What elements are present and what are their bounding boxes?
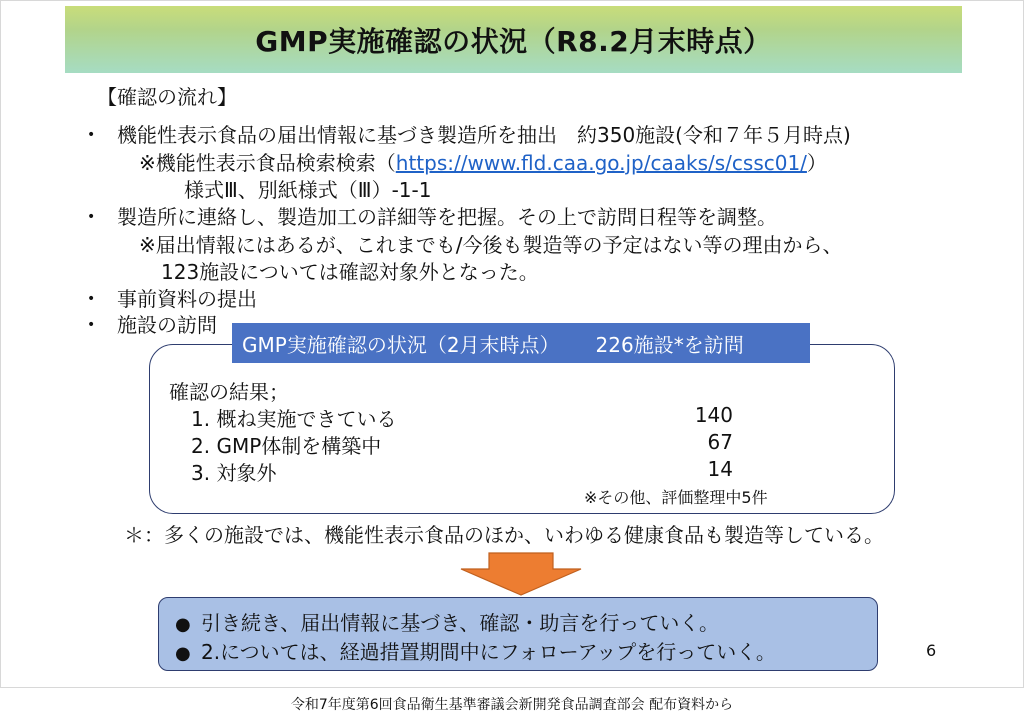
results-note: ※その他、評価整理中5件 xyxy=(584,488,768,507)
result-label-implemented: 1. 概ね実施できている xyxy=(191,407,397,431)
status-header-left: GMP実施確認の状況（2月末時点） xyxy=(242,332,560,357)
bullet-contact-facilities xyxy=(87,201,777,230)
forms-note: 様式Ⅲ、別紙様式（Ⅲ）-1-1 xyxy=(184,178,432,202)
result-label-excluded: 3. 対象外 xyxy=(191,461,277,485)
slide-title: GMP実施確認の状況（R8.2月末時点） xyxy=(255,24,772,58)
result-value-building: 67 xyxy=(707,430,733,454)
bullet-marker: • xyxy=(87,209,96,225)
summary-marker: ● xyxy=(175,643,191,664)
summary-line-continue xyxy=(175,607,719,636)
summary-box xyxy=(158,597,878,671)
source-caption: 令和7年度第6回食品衛生基準審議会新開発食品調査部会 配布資料から xyxy=(290,697,734,713)
search-url-link[interactable]: https://www.fld.caa.go.jp/caaks/s/cssc01/ xyxy=(395,151,807,175)
result-label-building: 2. GMP体制を構築中 xyxy=(191,434,382,458)
bullet-extract-facilities xyxy=(87,119,851,148)
result-value-excluded: 14 xyxy=(707,457,733,481)
page-number: 6 xyxy=(926,641,937,660)
excluded-note-line2: 123施設については確認対象外となった。 xyxy=(161,260,539,284)
result-value-implemented: 140 xyxy=(694,403,733,427)
bullet-submit-documents xyxy=(87,283,257,312)
bullet-marker: • xyxy=(87,291,96,307)
search-note-prefix: ※機能性表示食品検索検索（ xyxy=(139,151,396,175)
bullet-site-visit xyxy=(87,309,217,338)
bullet-text: 機能性表示食品の届出情報に基づき製造所を抽出 約350施設(令和７年５月時点) xyxy=(117,123,851,147)
title-banner xyxy=(65,6,962,73)
search-note xyxy=(139,147,827,176)
summary-marker: ● xyxy=(175,614,191,635)
bullet-marker: • xyxy=(87,317,96,333)
excluded-note-line1: ※届出情報にはあるが、これまでも/今後も製造等の予定はない等の理由から、 xyxy=(139,233,843,257)
search-note-suffix: ） xyxy=(806,151,827,175)
flow-heading: 【確認の流れ】 xyxy=(97,85,237,109)
summary-line-followup xyxy=(175,636,776,665)
footnote: ＊：多くの施設では、機能性表示食品のほか、いわゆる健康食品も製造等している。 xyxy=(124,523,884,547)
bullet-text: 施設の訪問 xyxy=(117,313,217,337)
bullet-marker: • xyxy=(87,127,96,143)
status-header-right: 226施設*を訪問 xyxy=(595,332,744,357)
results-label: 確認の結果； xyxy=(169,380,289,404)
summary-text: 引き続き、届出情報に基づき、確認・助言を行っていく。 xyxy=(201,611,719,635)
bullet-text: 製造所に連絡し、製造加工の詳細等を把握。その上で訪問日程等を調整。 xyxy=(117,205,777,229)
summary-text: 2.については、経過措置期間中にフォローアップを行っていく。 xyxy=(201,640,776,664)
down-arrow-icon xyxy=(459,552,583,596)
status-header xyxy=(232,323,810,363)
bullet-text: 事前資料の提出 xyxy=(117,287,257,311)
